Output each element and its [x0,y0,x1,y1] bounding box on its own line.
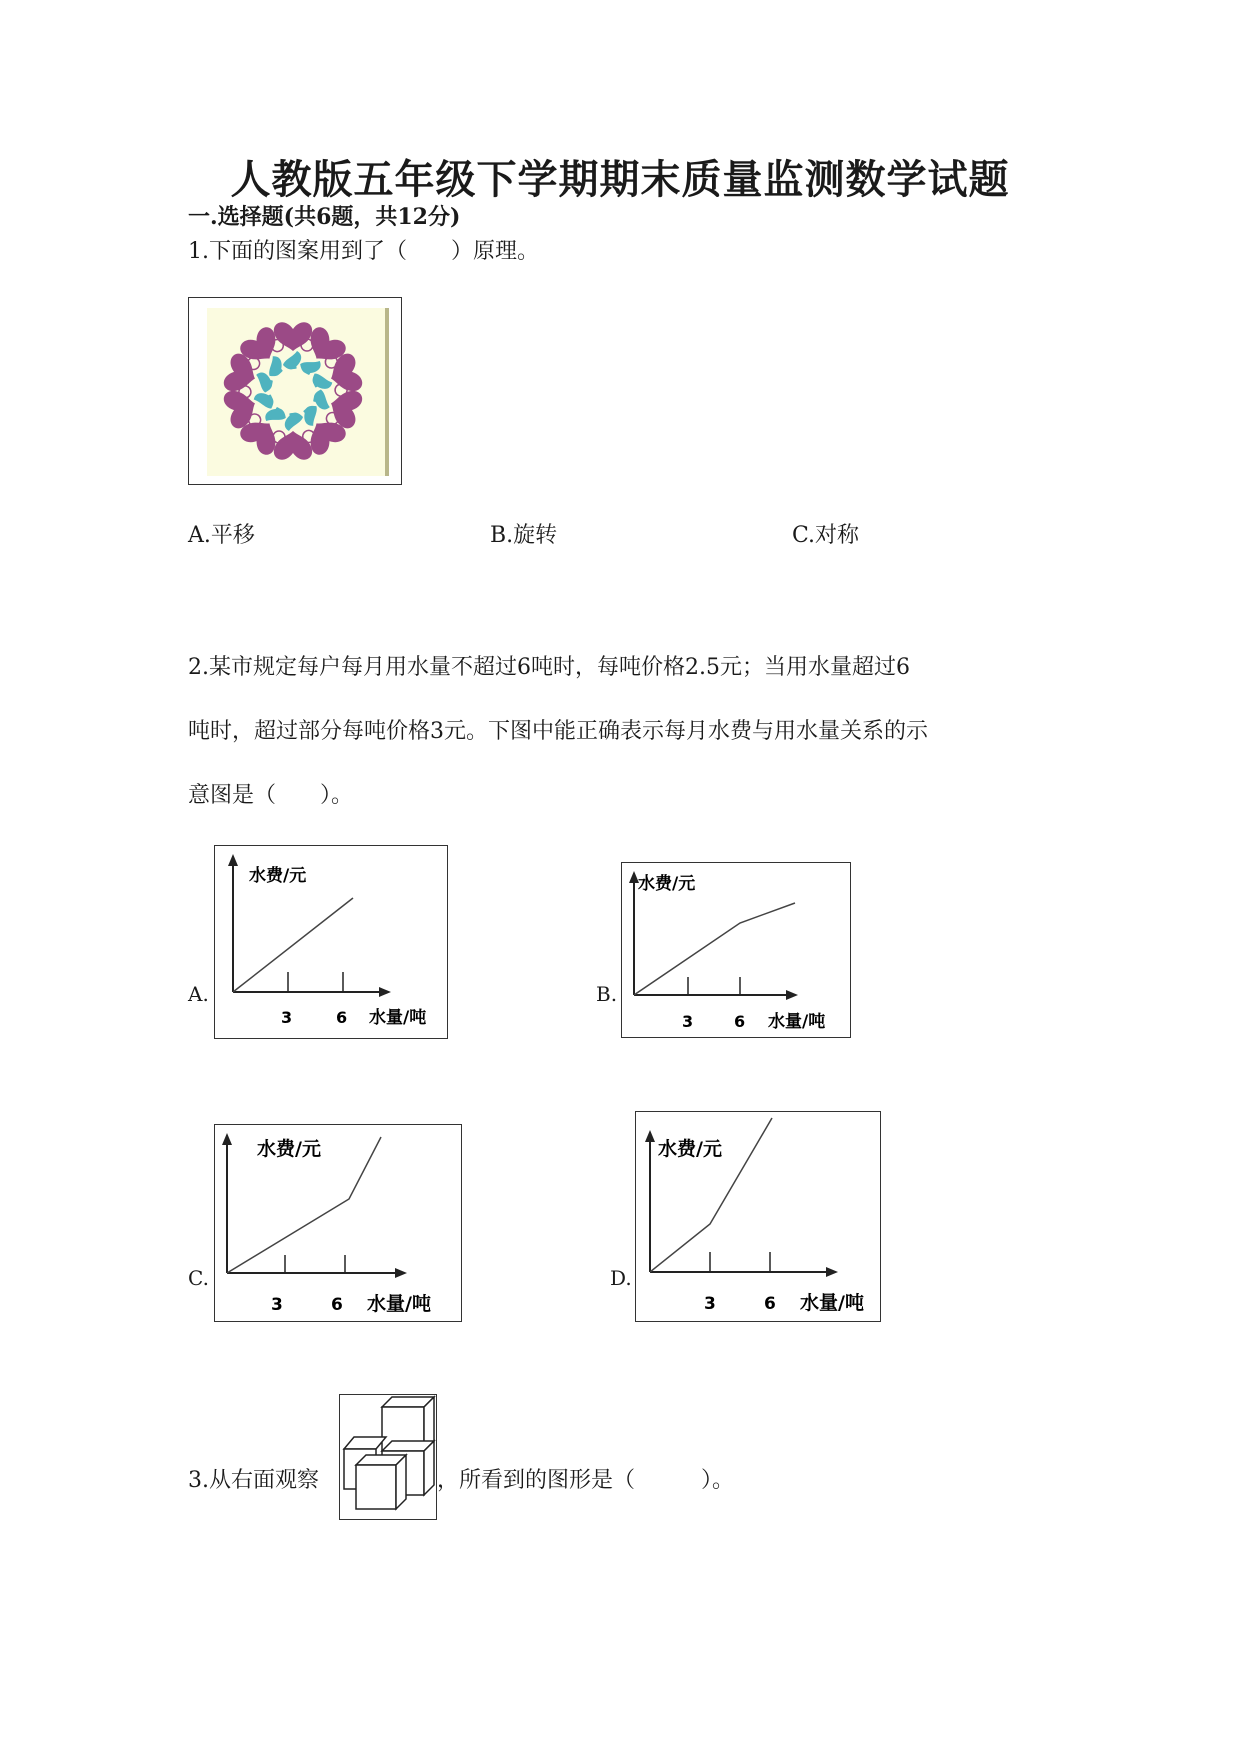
graph-d-label[interactable]: D. [610,1266,632,1290]
graph-b-x-arrow [786,990,798,1000]
question-1-option-c[interactable]: C.对称 [792,523,860,548]
graph-a-tick-label-3: 3 [281,1008,293,1027]
graph-a[interactable] [214,845,448,1039]
graph-b-xlabel: 水量/吨 [768,1012,826,1032]
graph-d-xlabel: 水量/吨 [800,1292,864,1314]
question-3-stem-start: 3.从右面观察 [188,1468,319,1493]
graph-d-y-arrow [645,1130,655,1142]
rotation-pattern-figure [188,297,402,485]
cube-front-side-face [396,1455,406,1509]
graph-c-tick-label-3: 3 [271,1295,283,1315]
cube-stack-icon [340,1395,436,1519]
graph-a-tick-label-6: 6 [336,1008,348,1027]
graph-c[interactable] [214,1124,462,1322]
question-2-line-1: 2.某市规定每户每月用水量不超过6吨时，每吨价格2.5元；当用水量超过6 [188,655,910,680]
graph-c-label[interactable]: C. [188,1266,209,1290]
graph-d-x-arrow [826,1267,838,1277]
question-1-option-b[interactable]: B.旋转 [490,523,558,548]
cube-stack-figure [339,1394,437,1520]
graph-c-chart [215,1125,461,1321]
graph-c-y-arrow [222,1133,232,1145]
graph-c-ylabel: 水费/元 [257,1138,321,1160]
graph-d[interactable] [635,1111,881,1322]
graph-b-chart [622,863,850,1037]
graph-a-label[interactable]: A. [188,982,209,1006]
question-1-stem: 1.下面的图案用到了（ ）原理。 [188,239,539,264]
graph-a-ylabel: 水费/元 [249,866,307,886]
graph-d-chart [636,1112,880,1321]
graph-d-tick-label-6: 6 [764,1294,776,1314]
flower-pattern-icon [189,298,401,484]
graph-a-chart [215,846,447,1038]
graph-b[interactable] [621,862,851,1038]
cube-left-top-face [344,1437,386,1449]
pattern-edge [385,308,389,476]
question-1-option-a[interactable]: A.平移 [188,523,255,548]
graph-a-x-arrow [379,987,391,997]
graph-b-tick-label-6: 6 [734,1012,746,1031]
graph-d-tick-label-3: 3 [704,1294,716,1314]
graph-b-ylabel: 水费/元 [638,874,696,894]
graph-a-line [233,898,353,992]
question-2-line-3: 意图是（ ）。 [188,783,354,808]
graph-a-xlabel: 水量/吨 [369,1008,427,1028]
graph-c-tick-label-6: 6 [331,1295,343,1315]
graph-b-label[interactable]: B. [596,982,618,1006]
graph-b-line [634,903,795,995]
page-title: 人教版五年级下学期期末质量监测数学试题 [230,156,1010,203]
graph-c-x-arrow [395,1268,407,1278]
section-heading: 一.选择题(共6题，共12分) [188,204,461,230]
question-2-line-2: 吨时，超过部分每吨价格3元。下图中能正确表示每月水费与用水量关系的示 [188,719,928,744]
graph-d-ylabel: 水费/元 [658,1138,722,1160]
cube-front-front-face [356,1465,396,1509]
cube-right-side-face [424,1441,434,1495]
graph-c-xlabel: 水量/吨 [367,1293,431,1315]
graph-a-y-arrow [228,854,238,866]
question-3-stem-end: ，所看到的图形是（ ）。 [437,1468,735,1493]
graph-b-tick-label-3: 3 [682,1012,694,1031]
